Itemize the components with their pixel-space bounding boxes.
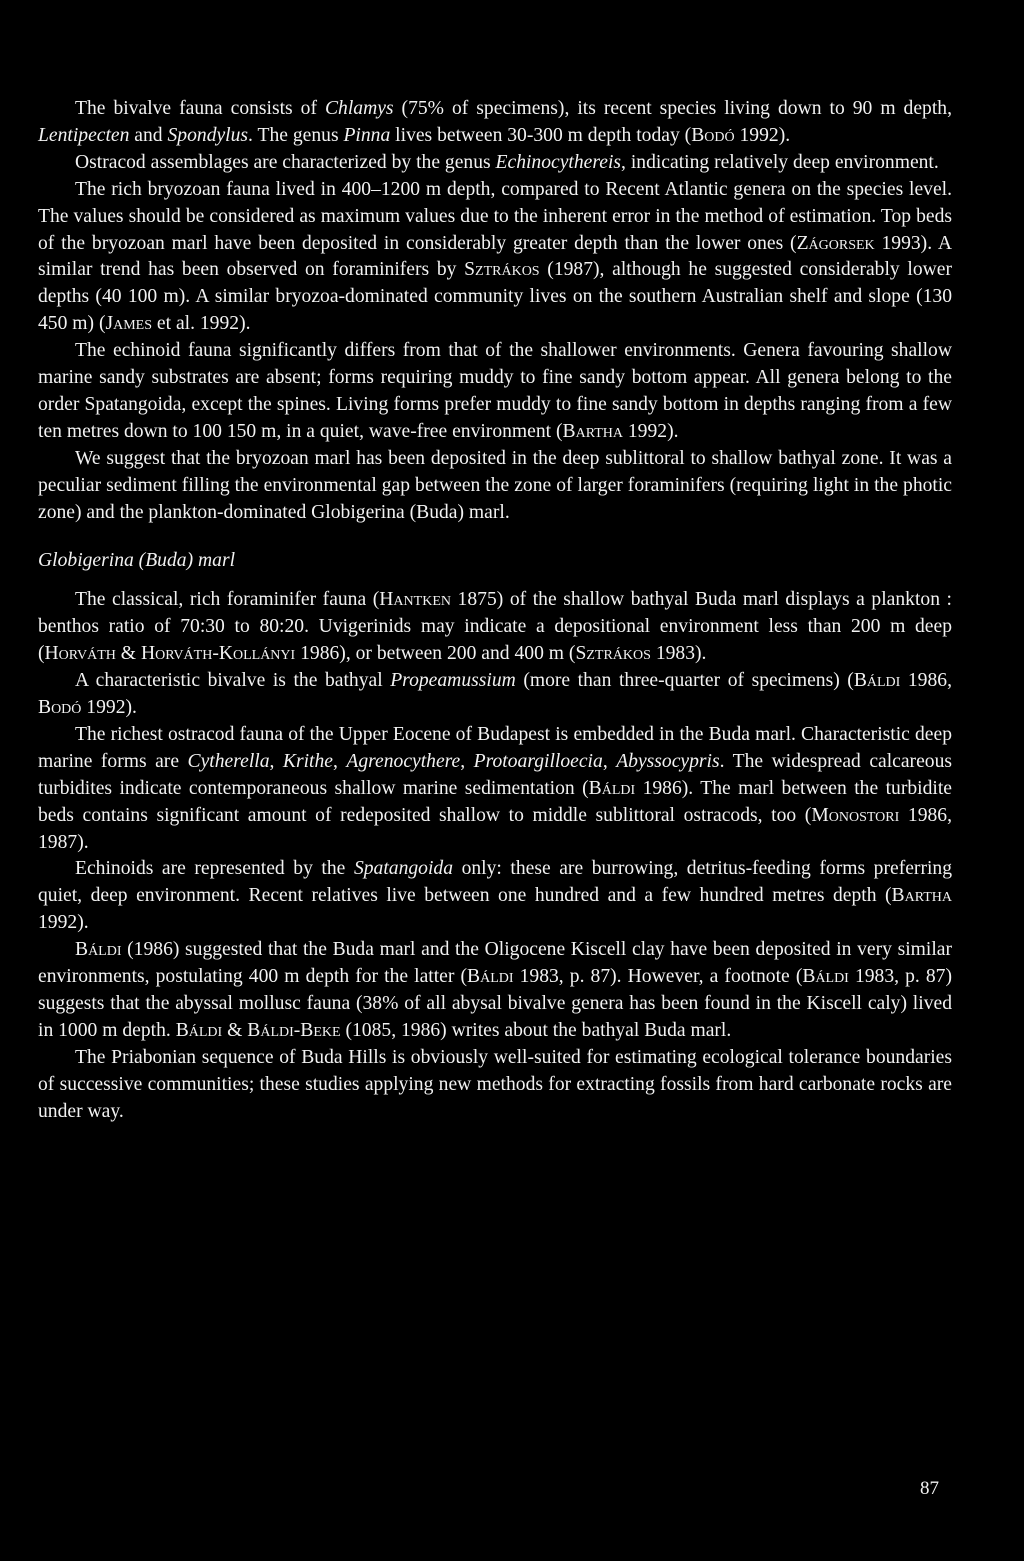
text-run: The echinoid fauna significantly differs from that of the shallower environments. Genera favouring shallow marine sandy substrates are absent; forms requiring muddy to fine sandy bottom appear. All genera belong to the order Spatangoida, except the spines. Living forms prefer muddy to fine sandy bottom in depths ranging from a few ten metres down to 100 150 m, in a quiet, wave-free environment ( [38,340,952,442]
italic-taxon: Protoargilloecia [473,750,603,772]
text-run: 1983, p. 87) suggests that the abyssal mollusc fauna (38% of all abysal bivalve genera has been found in the Kiscell caly) lived in 1000 m depth. [38,966,953,1041]
text-run: 1993). A similar trend has been observed on foraminifers by [38,232,952,281]
text-run: The richest ostracod fauna of the Upper Eocene of Budapest is embedded in the Buda marl. Characteristic deep marine forms are [38,723,952,772]
author-citation: Sztrákos [464,259,540,281]
text-run: We suggest that the bryozoan marl has been deposited in the deep sublittoral to shallow bathyal zone. It was a peculiar sediment filling the environmental gap between the zone of larger foraminifers (requiring light in the photic zone) and the plankton-dominated Globigerina (Buda) marl. [38,447,952,523]
italic-taxon: Echinocythereis [495,151,622,173]
text-run: The bivalve fauna consists of [75,98,325,119]
section-heading-globigerina-marl [38,548,952,575]
italic-taxon: Cytherella [187,750,270,772]
text-run: 1875) of the shallow bathyal Buda marl displays a plankton : benthos ratio of 70:30 to 80:20. Uvigerinids may indicate a depositional environment less than 200 m deep ( [38,589,952,665]
author-citation: Báldi [588,777,636,799]
paragraph-ostracod [38,150,952,177]
text-run: , indicating relatively deep environment. [621,151,939,173]
text-run: 1983). [650,643,707,665]
italic-taxon: Lentipecten [38,124,130,146]
text-run: Ostracod assemblages are characterized by the genus [75,151,496,173]
italic-taxon: Krithe [282,750,333,772]
text-run: 1986). The marl between the turbidite beds contains significant amount of redeposited shallow to middle sublittoral ostracods, too ( [38,777,952,826]
italic-taxon: Spondylus [167,124,249,146]
text-run: lives between 30-300 m depth today ( [390,124,692,146]
text-run: 1986, [900,670,952,692]
author-citation: Báldi [175,1019,223,1041]
author-citation: Bartha [562,420,623,442]
text-run: (1987), although he suggested considerably lower depths (40 100 m). A similar bryozoa-dominated community lives on the southern Australian shelf and slope (130 450 m) ( [38,259,952,335]
paragraph-ostracod-fauna [38,722,952,857]
page-number: 87 [920,1478,939,1499]
paragraph-conclusion-bryozoan-marl [38,446,952,527]
text-run: (75% of specimens), its recent species living down to 90 m depth, [393,98,952,119]
text-run: . The widespread calcareous turbidites indicate contemporaneous shallow marine sedimentation ( [38,750,952,799]
text-run: 1992). [734,124,791,146]
italic-taxon: Propeamussium [390,670,516,692]
author-citation: Monostori [811,804,900,826]
italic-taxon: Agrenocythere [346,750,461,772]
text-run: The rich bryozoan fauna lived in 400–1200 m depth, compared to Recent Atlantic genera on the species level. The values should be considered as maximum values due to the inherent error in the method of estimation. Top beds of the bryozoan marl have been deposited in considerably greater depth than the lower ones ( [38,178,952,254]
text-run: A characteristic bivalve is the bathyal [75,670,391,692]
text-run: and [129,124,168,146]
paragraph-priabonian-sequence [38,1045,952,1126]
author-citation: Horváth [44,643,116,665]
author-citation: James [105,313,153,335]
text-run: only: these are burrowing, detritus-feeding forms preferring quiet, deep environment. Recent relatives live between one hundred and a few hundred metres depth ( [38,858,953,907]
text-run: (more than three-quarter of specimens) ( [515,670,854,692]
text-run: Globigerina (Buda) marl [38,549,236,571]
paragraph-bathyal-bivalve [38,668,952,722]
text-run: 1992). [622,420,679,442]
text-run: & [222,1019,248,1041]
body-text [38,96,952,1126]
text-run: 1992). [81,697,137,719]
text-run: , [460,750,474,772]
author-citation: Horváth-Kollányi [140,643,296,665]
paragraph-bivalve-fauna [38,96,952,150]
text-run: 1992). [38,912,89,934]
paragraph-echinoid-fauna [38,338,952,446]
paragraph-kiscell-clay [38,937,952,1045]
author-citation: Bodó [691,124,735,146]
italic-taxon: Spatangoida [353,858,453,880]
paragraph-bryozoan-fauna [38,177,952,338]
text-run: (1085, 1986) writes about the bathyal Buda marl. [340,1019,732,1041]
italic-taxon: Chlamys [324,98,394,119]
author-citation: Báldi [802,966,849,988]
author-citation: Báldi [467,966,514,988]
author-citation: Sztrákos [575,643,651,665]
text-run: Echinoids are represented by the [75,858,354,880]
italic-taxon: Pinna [343,124,391,146]
text-run: et al. 1992). [152,313,251,335]
text-run: The Priabonian sequence of Buda Hills is obviously well-suited for estimating ecological tolerance boundaries of successive communities; these studies applying new methods for extracting fossils from hard carbonate rocks are under way. [38,1046,952,1122]
author-citation: Báldi [75,939,122,961]
text-run: 1983, p. 87). However, a footnote ( [513,966,803,988]
paragraph-echinoids [38,856,952,937]
text-run: & [115,643,141,665]
paragraph-foraminifer-fauna [38,587,952,668]
text-run: , [269,750,283,772]
author-citation: Báldi [853,670,901,692]
author-citation: Bartha [891,885,952,907]
text-run: 1986), or between 200 and 400 m ( [295,643,576,665]
author-citation: Bodó [38,697,82,719]
italic-taxon: Abyssocypris [616,750,720,772]
author-citation: Báldi-Beke [247,1019,341,1041]
text-run: The classical, rich foraminifer fauna ( [75,589,380,611]
text-run: , [602,750,617,772]
text-run: . The genus [248,124,344,146]
text-run: 1986, 1987). [38,804,952,853]
text-run: (1986) suggested that the Buda marl and the Oligocene Kiscell clay have been deposited in very similar environments, postulating 400 m depth for the latter ( [38,939,952,988]
author-citation: Zágorsek [796,232,875,254]
author-citation: Hantken [379,589,451,611]
text-run: , [332,750,347,772]
